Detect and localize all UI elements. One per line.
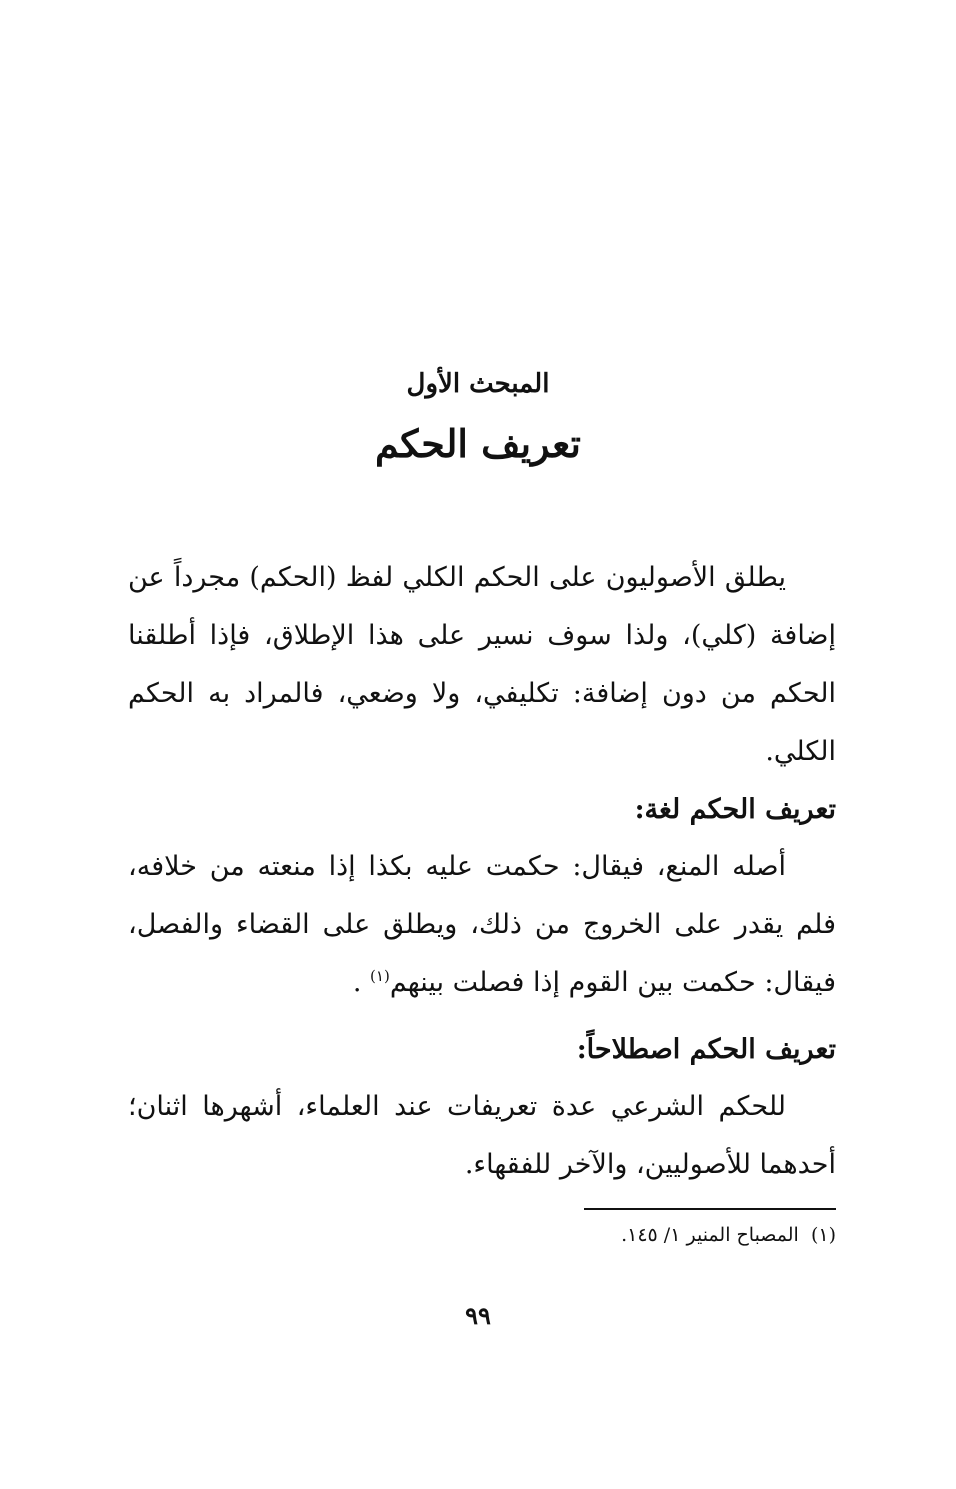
section-label: المبحث الأول xyxy=(406,369,550,399)
footnote-text: المصباح المنير ١/ ١٤٥. xyxy=(621,1224,799,1246)
linguistic-paragraph-block xyxy=(128,838,836,1012)
technical-paragraph-block xyxy=(128,1078,836,1194)
technical-paragraph-text: للحكم الشرعي عدة تعريفات عند العلماء، أشهرها اثنان؛ أحدهما للأصوليين، والآخر للفقهاء. xyxy=(128,1091,836,1180)
page-number: ٩٩ xyxy=(465,1301,491,1330)
linguistic-definition-heading: تعريف الحكم لغة: xyxy=(634,794,836,825)
linguistic-paragraph-text: أصله المنع، فيقال: حكمت عليه بكذا إذا منعته من خلافه، فلم يقدر على الخروج من ذلك، ويطلق على القضاء والفصل، فيقال: حكمت بين القوم إذا فصلت بينهم xyxy=(128,851,836,998)
intro-paragraph-block xyxy=(128,549,836,781)
technical-definition-heading: تعريف الحكم اصطلاحاً: xyxy=(576,1034,836,1065)
section-title: تعريف الحكم xyxy=(375,421,581,466)
linguistic-paragraph-end: . xyxy=(352,967,362,998)
linguistic-paragraph xyxy=(128,838,836,1012)
footnote-divider xyxy=(584,1208,836,1210)
footnote-marker: (١) xyxy=(810,1224,836,1246)
intro-paragraph xyxy=(128,549,836,781)
technical-paragraph xyxy=(128,1078,836,1194)
footnote-1 xyxy=(128,1218,836,1252)
footnote-reference-1: (١) xyxy=(370,967,390,985)
intro-paragraph-text: يطلق الأصوليون على الحكم الكلي لفظ (الحكم) مجرداً عن إضافة (كلي)، ولذا سوف نسير على هذا الإطلاق، فإذا أطلقنا الحكم من دون إضافة: تكليفي، ولا وضعي، فالمراد به الحكم الكلي. xyxy=(128,562,836,767)
